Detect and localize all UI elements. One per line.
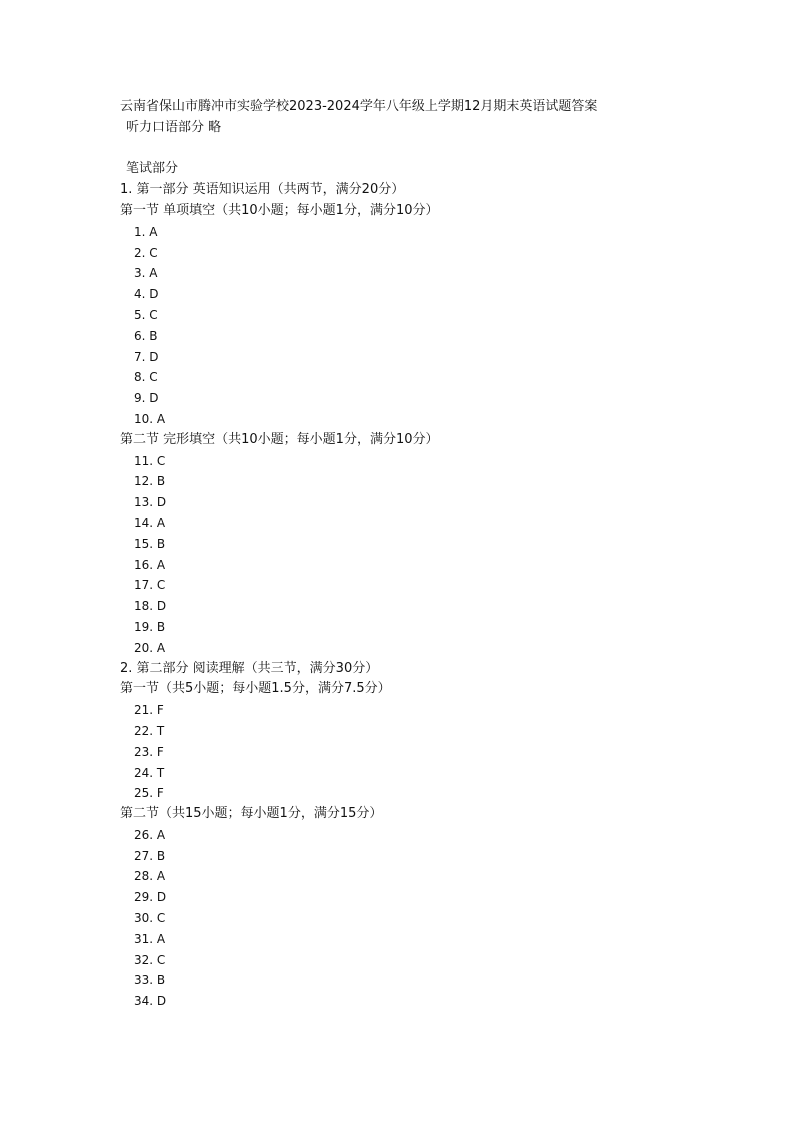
answer-item: 28. A <box>134 869 166 884</box>
part1-section2-heading: 第二节 完形填空（共10小题；每小题1分，满分10分） <box>120 431 439 447</box>
answer-item: 8. C <box>134 370 158 385</box>
answer-item: 33. B <box>134 973 166 988</box>
answer-item: 12. B <box>134 474 166 489</box>
answer-item: 22. T <box>134 723 165 738</box>
answer-item: 7. D <box>134 349 159 364</box>
answer-item: 4. D <box>134 287 159 302</box>
answer-item: 18. D <box>134 599 167 614</box>
answer-item: 9. D <box>134 391 159 406</box>
answer-item: 24. T <box>134 765 165 780</box>
answer-item: 13. D <box>134 495 167 510</box>
part2-section1-answers <box>120 700 760 804</box>
part2-section2-answers <box>120 825 760 1012</box>
answer-item: 32. C <box>134 952 166 967</box>
part1-section1-heading: 第一节 单项填空（共10小题；每小题1分，满分10分） <box>120 202 439 218</box>
document-title: 云南省保山市腾冲市实验学校2023-2024学年八年级上学期12月期末英语试题答案 <box>120 99 598 114</box>
listening-note: 听力口语部分 略 <box>126 119 222 135</box>
answer-item: 27. B <box>134 848 166 863</box>
answer-item: 15. B <box>134 536 166 551</box>
answer-item: 20. A <box>134 640 166 655</box>
answer-item: 34. D <box>134 994 167 1009</box>
answer-item: 26. A <box>134 827 166 842</box>
answer-item: 16. A <box>134 557 166 572</box>
answer-item: 25. F <box>134 786 164 801</box>
answer-item: 17. C <box>134 578 166 593</box>
answer-item: 2. C <box>134 245 158 260</box>
answer-item: 3. A <box>134 266 158 281</box>
answer-item: 10. A <box>134 411 166 426</box>
part2-heading: 2. 第二部分 阅读理解（共三节，满分30分） <box>120 660 379 676</box>
answer-item: 5. C <box>134 307 158 322</box>
answer-item: 21. F <box>134 703 164 718</box>
answer-item: 1. A <box>134 224 158 239</box>
part2-section2-heading: 第二节（共15小题；每小题1分，满分15分） <box>120 806 383 822</box>
answer-item: 11. C <box>134 453 166 468</box>
answer-item: 19. B <box>134 619 166 634</box>
part1-section1-answers <box>120 222 760 430</box>
part1-heading: 1. 第一部分 英语知识运用（共两节，满分20分） <box>120 182 405 198</box>
answer-item: 31. A <box>134 931 166 946</box>
spacer <box>120 139 760 160</box>
written-heading: 笔试部分 <box>126 161 179 177</box>
answer-item: 6. B <box>134 328 158 343</box>
answer-sheet <box>120 97 760 1012</box>
answer-item: 14. A <box>134 515 166 530</box>
part1-section2-answers <box>120 451 760 659</box>
answer-item: 30. C <box>134 911 166 926</box>
answer-item: 29. D <box>134 890 167 905</box>
answer-item: 23. F <box>134 744 164 759</box>
part2-section1-heading: 第一节（共5小题；每小题1.5分，满分7.5分） <box>120 681 391 697</box>
